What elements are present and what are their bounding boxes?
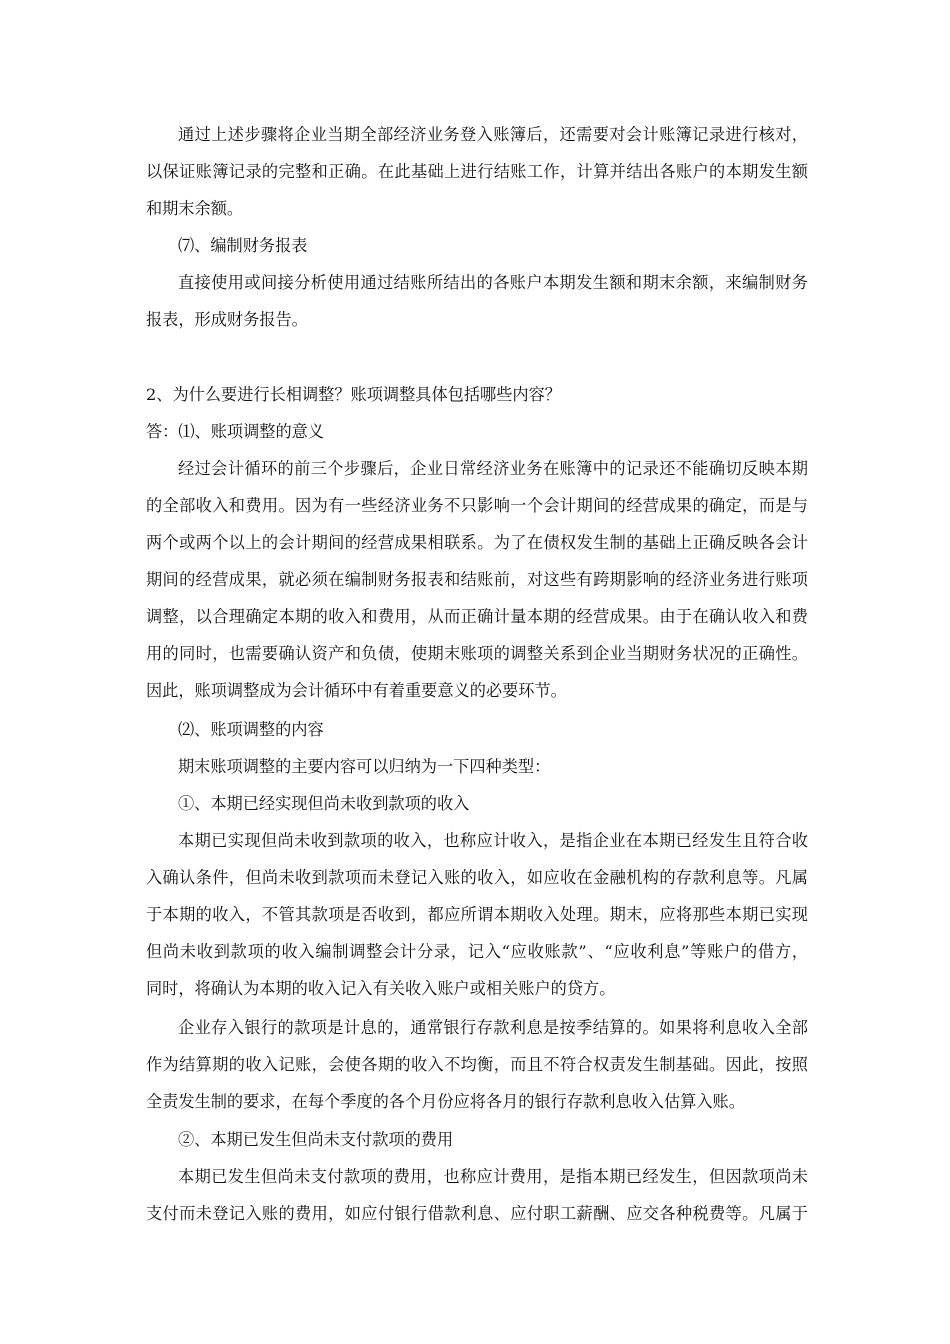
heading-prepare-statements: ⑺、编制财务报表 xyxy=(178,236,308,255)
text-line: 和期末余额。 xyxy=(146,199,244,218)
text-line: 全责发生制的要求，在每个季度的各个月份应将各月的银行存款利息收入估算入账。 xyxy=(146,1092,745,1111)
paragraph-four-types: 期末账项调整的主要内容可以归纳为一下四种类型： xyxy=(178,757,551,776)
paragraph-ledger-check xyxy=(146,116,808,227)
text-line: 企业存入银行的款项是计息的，通常银行存款利息是按季结算的。如果将利息收入全部 xyxy=(178,1018,808,1037)
text-line: 本期已实现但尚未收到款项的收入，也称应计收入，是指企业在本期已经发生且符合收 xyxy=(178,831,808,850)
text-line: 两个或两个以上的会计期间的经营成果相联系。为了在债权发生制的基础上正确反映各会计 xyxy=(146,533,808,552)
text-line: 通过上述步骤将企业当期全部经济业务登入账簿后，还需要对会计账簿记录进行核对， xyxy=(178,125,808,144)
paragraph-prepare-statements xyxy=(146,264,808,338)
text-line: 因此，账项调整成为会计循环中有着重要意义的必要环节。 xyxy=(146,681,567,700)
text-line: 的全部收入和费用。因为有一些经济业务不只影响一个会计期间的经营成果的确定，而是与 xyxy=(146,496,808,515)
paragraph-bank-interest xyxy=(146,1009,808,1120)
text-line: 支付而未登记入账的费用，如应付银行借款利息、应付职工薪酬、应交各种税费等。凡属于 xyxy=(146,1204,808,1223)
text-line: 经过会计循环的前三个步骤后，企业日常经济业务在账簿中的记录还不能确切反映本期 xyxy=(178,459,808,478)
text-line: 但尚未收到款项的收入编制调整会计分录，记入“应收账款”、“应收利息”等账户的借方， xyxy=(146,942,808,961)
text-line: 用的同时，也需要确认资产和负债，使期末账项的调整关系到企业当期财务状况的正确性。 xyxy=(146,644,808,663)
text-line: 期间的经营成果，就必须在编制财务报表和结账前，对这些有跨期影响的经济业务进行账项 xyxy=(146,570,808,589)
question-2: 2、为什么要进行长相调整？账项调整具体包括哪些内容？ xyxy=(146,385,561,404)
text-line: 入确认条件，但尚未收到款项而未登记入账的收入，如应收在金融机构的存款利息等。凡属 xyxy=(146,868,808,887)
text-line: 直接使用或间接分析使用通过结账所结出的各账户本期发生额和期末余额，来编制财务 xyxy=(178,273,808,292)
text-line: 报表，形成财务报告。 xyxy=(146,310,308,329)
text-line: 以保证账簿记录的完整和正确。在此基础上进行结账工作，计算并结出各账户的本期发生额 xyxy=(146,162,808,181)
text-line: 同时，将确认为本期的收入记入有关收入账户或相关账户的贷方。 xyxy=(146,979,616,998)
text-line: 本期已发生但尚未支付款项的费用，也称应计费用，是指本期已经发生，但因款项尚未 xyxy=(178,1167,808,1186)
heading-accrued-revenue: ①、本期已经实现但尚未收到款项的收入 xyxy=(178,794,470,813)
text-line: 调整，以合理确定本期的收入和费用，从而正确计量本期的经营成果。由于在确认收入和费 xyxy=(146,607,808,626)
paragraph-accrued-revenue xyxy=(146,822,808,1007)
heading-adjustment-content: ⑵、账项调整的内容 xyxy=(178,720,324,739)
answer-heading-meaning: 答：⑴、账项调整的意义 xyxy=(146,422,325,441)
paragraph-adjustment-meaning xyxy=(146,450,808,709)
heading-accrued-expense: ②、本期已发生但尚未支付款项的费用 xyxy=(178,1130,454,1149)
text-line: 于本期的收入，不管其款项是否收到，都应所谓本期收入处理。期末，应将那些本期已实现 xyxy=(146,905,808,924)
paragraph-accrued-expense xyxy=(146,1158,808,1232)
text-line: 作为结算期的收入记账，会使各期的收入不均衡，而且不符合权责发生制基础。因此，按照 xyxy=(146,1055,808,1074)
